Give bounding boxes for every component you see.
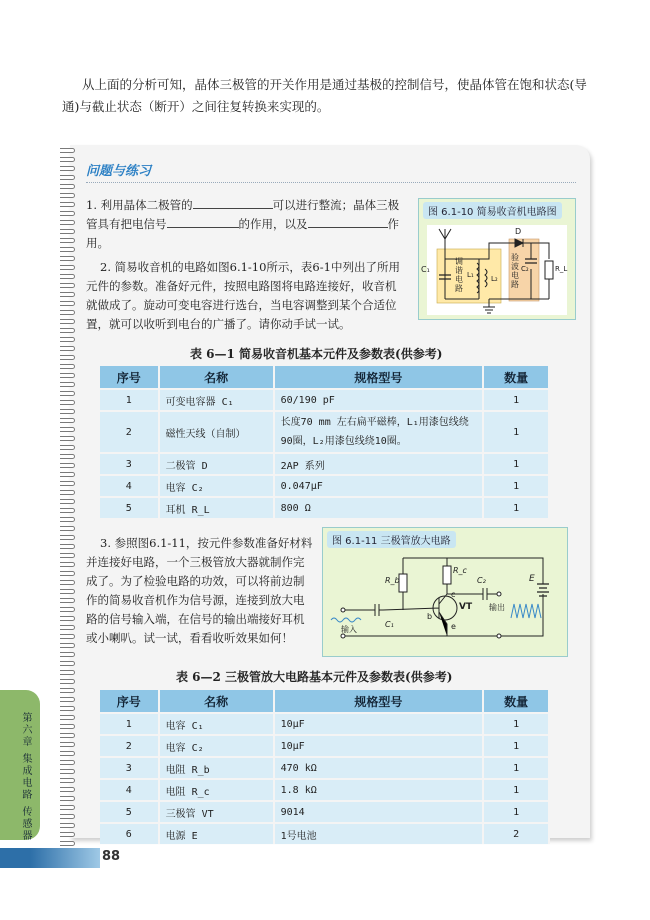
cell: 2AP 系列 [274, 453, 484, 475]
spiral-ring [60, 733, 75, 738]
amp-label-e-pin: e [451, 622, 456, 631]
spiral-ring [60, 517, 75, 522]
spiral-ring [60, 589, 75, 594]
spiral-ring [60, 364, 75, 369]
q1-blank-2 [167, 215, 239, 228]
table1-title: 表 6—1 简易收音机基本元件及参数表(供参考) [190, 347, 443, 361]
amp-label-rc: R_c [453, 566, 467, 575]
cell: 470 kΩ [274, 757, 484, 779]
table2-title: 表 6—2 三极管放大电路基本元件及参数表(供参考) [176, 670, 453, 684]
spiral-ring [60, 787, 75, 792]
cell: 1 [483, 497, 549, 518]
cell: 4 [100, 779, 159, 801]
cell: 1 [483, 713, 549, 735]
spiral-ring [60, 166, 75, 171]
spiral-ring [60, 256, 75, 261]
cell: 1号电池 [274, 823, 484, 844]
spiral-ring [60, 535, 75, 540]
spiral-ring [60, 553, 75, 558]
spiral-ring [60, 427, 75, 432]
spiral-ring [60, 247, 75, 252]
spiral-ring [60, 301, 75, 306]
spiral-ring [60, 292, 75, 297]
spiral-ring [60, 148, 75, 153]
figure-radio-circuit [418, 198, 576, 320]
cell: 1 [483, 779, 549, 801]
amp-label-vt: VT [459, 602, 473, 612]
spiral-ring [60, 607, 75, 612]
spiral-ring [60, 652, 75, 657]
table-row [100, 453, 549, 475]
radio-label-l1: L₁ [467, 271, 474, 279]
question-1 [86, 196, 406, 253]
cell: 1 [483, 389, 549, 411]
cell: 2 [483, 823, 549, 844]
spiral-ring [60, 202, 75, 207]
radio-label-l2: L₂ [491, 275, 498, 283]
spiral-binding [60, 148, 78, 838]
spiral-ring [60, 337, 75, 342]
amp-label-e: E [529, 574, 535, 584]
cell: 电源 E [159, 823, 274, 844]
cell: 3 [100, 757, 159, 779]
cell: 4 [100, 475, 159, 497]
cell: 9014 [274, 801, 484, 823]
table-row [100, 411, 549, 453]
radio-label-c2: C₂ [521, 265, 529, 273]
spiral-ring [60, 697, 75, 702]
q1-blank-3 [308, 215, 388, 228]
cell: 1.8 kΩ [274, 779, 484, 801]
table1 [100, 366, 550, 518]
q1-text-d: 作用。 [86, 217, 399, 250]
cell: 二极管 D [159, 453, 274, 475]
spiral-ring [60, 310, 75, 315]
amp-label-b: b [427, 612, 433, 621]
spiral-ring [60, 409, 75, 414]
spiral-ring [60, 175, 75, 180]
spiral-ring [60, 265, 75, 270]
amp-label-input: 输入 [341, 625, 357, 634]
spiral-ring [60, 832, 75, 837]
spiral-ring [60, 625, 75, 630]
spiral-ring [60, 571, 75, 576]
q1-text-c: 的作用，以及 [238, 217, 308, 231]
spiral-ring [60, 373, 75, 378]
spiral-ring [60, 400, 75, 405]
page-number-bar [0, 848, 100, 868]
spiral-ring [60, 481, 75, 486]
table-row [100, 757, 549, 779]
figure-amplifier-title: 图 6.1-11 三极管放大电路 [327, 531, 456, 548]
page-number: 88 [102, 849, 121, 864]
intro-paragraph: 从上面的分析可知，晶体三极管的开关作用是通过基极的控制信号，使晶体管在饱和状态(导通)与截止状态（断开）之间往复转换来实现的。 [62, 77, 587, 114]
spiral-ring [60, 841, 75, 846]
spiral-ring [60, 616, 75, 621]
cell: 1 [483, 757, 549, 779]
cell: 三极管 VT [159, 801, 274, 823]
spiral-ring [60, 238, 75, 243]
spiral-ring [60, 274, 75, 279]
figure-amplifier-circuit [322, 527, 568, 657]
cell: 1 [100, 389, 159, 411]
spiral-ring [60, 769, 75, 774]
cell: 1 [100, 713, 159, 735]
section-heading: 问题与练习 [86, 164, 152, 179]
table-row [100, 475, 549, 497]
q1-text-a: 1. 利用晶体二极管的 [86, 198, 193, 212]
cell: 5 [100, 801, 159, 823]
cell: 1 [483, 801, 549, 823]
cell: 1 [483, 475, 549, 497]
divider [86, 182, 576, 183]
spiral-ring [60, 760, 75, 765]
q1-text-b: 可以进行整流；晶体三极管具有把电信号 [86, 198, 400, 231]
amp-label-output: 输出 [489, 603, 505, 612]
cell: 60/190 pF [274, 389, 484, 411]
cell: 2 [100, 735, 159, 757]
question-3: 3. 参照图6.1-11，按元件参数准备好材料并连接好电路，一个三极管放大器就制作完成了。为了检验电路的功效，可以将前边制作的简易收音机作为信号源，连接到放大电路的信号输入端，在信号的输出端接好耳机或小喇叭。试一试，看看收听效果如何！ [86, 536, 313, 645]
spiral-ring [60, 220, 75, 225]
spiral-ring [60, 580, 75, 585]
spiral-ring [60, 355, 75, 360]
table-row [100, 497, 549, 518]
spiral-ring [60, 598, 75, 603]
spiral-ring [60, 688, 75, 693]
question-2: 2. 简易收音机的电路如图6.1-10所示，表6-1中列出了所用元件的参数。准备好元件，按照电路图将电路连接好，收音机就做成了。旋动可变电容进行选台，当电容调整到某个合适位置，就可以收听到电台的广播了。请你动手试一试。 [86, 260, 400, 331]
cell: 磁性天线（自制） [159, 411, 274, 453]
spiral-ring [60, 328, 75, 333]
spiral-ring [60, 463, 75, 468]
cell: 长度70 mm 左右扁平磁棒，L₁用漆包线绕90圈，L₂用漆包线绕10圈。 [274, 411, 484, 453]
radio-label-rl: R_L [555, 265, 568, 273]
amp-label-c2: C₂ [477, 576, 486, 585]
table-row [100, 735, 549, 757]
spiral-ring [60, 544, 75, 549]
table1-header: 数量 [483, 366, 549, 389]
spiral-ring [60, 778, 75, 783]
spiral-ring [60, 193, 75, 198]
spiral-ring [60, 814, 75, 819]
spiral-ring [60, 661, 75, 666]
table2 [100, 690, 550, 844]
cell: 可变电容器 C₁ [159, 389, 274, 411]
radio-label-c1: C₁ [421, 265, 430, 274]
cell: 6 [100, 823, 159, 844]
table-row [100, 801, 549, 823]
spiral-ring [60, 526, 75, 531]
spiral-ring [60, 490, 75, 495]
spiral-ring [60, 184, 75, 189]
spiral-ring [60, 634, 75, 639]
radio-circuit-diagram [419, 199, 575, 319]
spiral-ring [60, 346, 75, 351]
spiral-ring [60, 823, 75, 828]
spiral-ring [60, 454, 75, 459]
spiral-ring [60, 319, 75, 324]
spiral-ring [60, 796, 75, 801]
spiral-ring [60, 643, 75, 648]
cell: 耳机 R_L [159, 497, 274, 518]
spiral-ring [60, 382, 75, 387]
table-row [100, 779, 549, 801]
amp-label-rb: R_b [385, 576, 400, 585]
spiral-ring [60, 499, 75, 504]
table2-header: 名称 [159, 690, 274, 713]
spiral-ring [60, 391, 75, 396]
cell: 电容 C₂ [159, 475, 274, 497]
spiral-ring [60, 724, 75, 729]
table-row [100, 713, 549, 735]
q1-blank-1 [193, 196, 273, 209]
spiral-ring [60, 805, 75, 810]
spiral-ring [60, 229, 75, 234]
spiral-ring [60, 211, 75, 216]
radio-label-d: D [515, 227, 522, 236]
table2-header: 规格型号 [274, 690, 484, 713]
table2-header: 序号 [100, 690, 159, 713]
spiral-ring [60, 679, 75, 684]
table2-header: 数量 [483, 690, 549, 713]
amp-label-c1: C₁ [385, 620, 394, 629]
spiral-ring [60, 508, 75, 513]
cell: 2 [100, 411, 159, 453]
amp-label-c: c [451, 590, 456, 599]
cell: 800 Ω [274, 497, 484, 518]
cell: 0.047μF [274, 475, 484, 497]
radio-label-detect: 验波电路 [511, 253, 519, 289]
spiral-ring [60, 562, 75, 567]
cell: 电阻 R_b [159, 757, 274, 779]
table1-header: 名称 [159, 366, 274, 389]
cell: 10μF [274, 735, 484, 757]
chapter-side-label: 第六章 集成电路 传感器 [20, 712, 31, 843]
table-row [100, 389, 549, 411]
spiral-ring [60, 742, 75, 747]
amplifier-circuit-diagram [323, 528, 567, 656]
table1-header: 序号 [100, 366, 159, 389]
spiral-ring [60, 157, 75, 162]
spiral-ring [60, 418, 75, 423]
cell: 1 [483, 453, 549, 475]
spiral-ring [60, 715, 75, 720]
table-row [100, 823, 549, 844]
cell: 电容 C₂ [159, 735, 274, 757]
radio-label-tuning: 调谐电路 [455, 257, 463, 293]
spiral-ring [60, 472, 75, 477]
spiral-ring [60, 751, 75, 756]
spiral-ring [60, 706, 75, 711]
table1-header: 规格型号 [274, 366, 484, 389]
cell: 电阻 R_c [159, 779, 274, 801]
spiral-ring [60, 445, 75, 450]
cell: 1 [483, 411, 549, 453]
cell: 5 [100, 497, 159, 518]
spiral-ring [60, 283, 75, 288]
figure-radio-title: 图 6.1-10 简易收音机电路图 [423, 202, 562, 219]
cell: 10μF [274, 713, 484, 735]
spiral-ring [60, 436, 75, 441]
cell: 电容 C₁ [159, 713, 274, 735]
cell: 3 [100, 453, 159, 475]
cell: 1 [483, 735, 549, 757]
spiral-ring [60, 670, 75, 675]
